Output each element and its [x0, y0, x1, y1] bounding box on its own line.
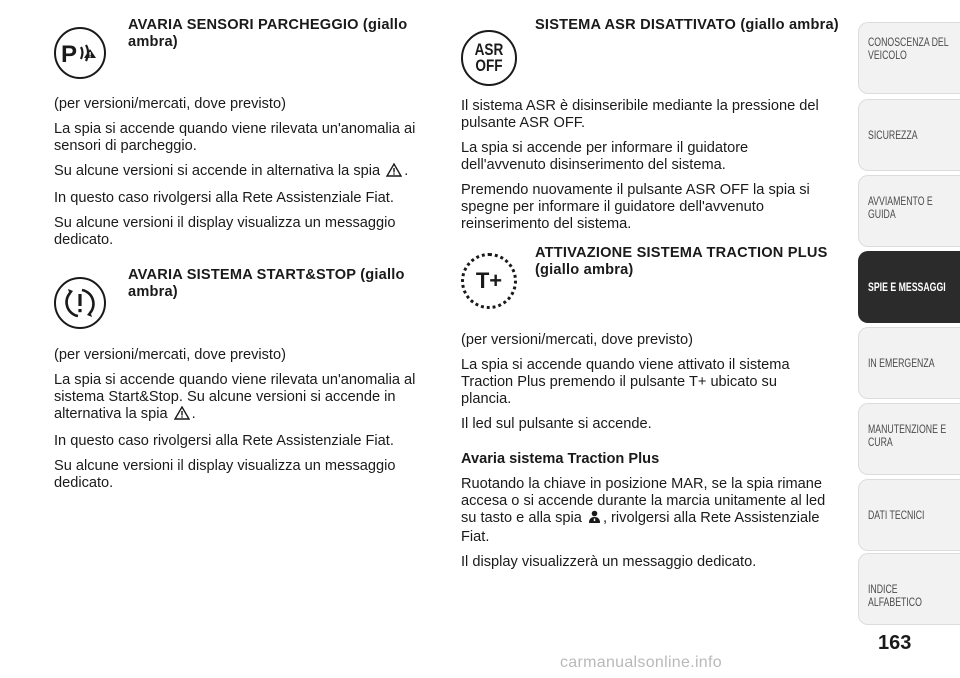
asr-icon-text: ASR	[474, 40, 504, 59]
tab-in-emergenza[interactable]: IN EMERGENZA	[858, 327, 960, 399]
chapter-sidebar	[858, 0, 960, 678]
left-column	[54, 0, 439, 492]
paragraph: Su alcune versioni il display visualizza un messaggio dedicato.	[54, 458, 396, 491]
paragraph: Su alcune versioni il display visualizza un messaggio dedicato.	[54, 215, 396, 248]
tab-conoscenza-del-veicolo[interactable]: CONOSCENZA DEL VEICOLO	[858, 22, 960, 94]
watermark: carmanualsonline.info	[560, 654, 722, 671]
tab-manutenzione-e-cura[interactable]: MANUTENZIONE E CURA	[858, 403, 960, 475]
paragraph-text: Su alcune versioni si accende in alternativa la spia	[54, 163, 381, 179]
traction-plus-icon-text: T+	[475, 268, 503, 293]
driver-warning-icon	[588, 510, 601, 529]
tab-indice-alfabetico[interactable]: INDICE ALFABETICO	[858, 553, 960, 625]
section-title: AVARIA SENSORI PARCHEGGIO (giallo ambra)	[128, 17, 408, 50]
paragraph-text: .	[404, 163, 409, 179]
section-title: ATTIVAZIONE SISTEMA TRACTION PLUS (giallo ambra)	[535, 245, 828, 278]
paragraph: Il display visualizzerà un messaggio dedicato.	[461, 554, 757, 570]
paragraph: La spia si accende quando viene rilevata un'anomalia ai sensori di parcheggio.	[54, 121, 416, 154]
paragraph	[54, 372, 439, 425]
paragraph-text: La spia si accende quando viene rilevata un'anomalia al sistema Start&Stop. Su alcune versioni si accende in alternativa la spia	[54, 372, 416, 422]
paragraph: Il sistema ASR è disinseribile mediante la pressione del pulsante ASR OFF.	[461, 98, 819, 131]
svg-text:P: P	[61, 41, 78, 68]
start-stop-failure-icon	[54, 277, 106, 329]
paragraph: La spia si accende quando viene attivato il sistema Traction Plus premendo il pulsante T+ ubicato su plancia.	[461, 357, 790, 407]
paragraph: (per versioni/mercati, dove previsto)	[461, 332, 693, 348]
subsection-title: Avaria sistema Traction Plus	[461, 451, 660, 467]
paragraph	[461, 476, 836, 546]
section-asr-off	[461, 0, 846, 93]
asr-off-icon	[461, 30, 517, 86]
warning-triangle-icon	[174, 406, 190, 425]
paragraph	[54, 163, 439, 182]
paragraph: In questo caso rivolgersi alla Rete Assistenziale Fiat.	[54, 433, 394, 449]
paragraph-text: Ruotando la chiave in posizione MAR, se la spia rimane accesa o si accende durante la marcia unitamente al led su tasto e alla spia	[461, 476, 826, 526]
tab-spie-e-messaggi[interactable]: SPIE E MESSAGGI	[858, 251, 960, 323]
section-parking-sensors	[54, 0, 439, 86]
paragraph-text: .	[191, 406, 196, 422]
section-title: SISTEMA ASR DISATTIVATO (giallo ambra)	[535, 17, 839, 33]
page-number: 163	[878, 632, 912, 654]
section-title: AVARIA SISTEMA START&STOP (giallo ambra)	[128, 267, 405, 300]
section-start-stop	[54, 265, 439, 337]
paragraph: La spia si accende per informare il guidatore dell'avvenuto disinserimento del sistema.	[461, 140, 749, 173]
paragraph: In questo caso rivolgersi alla Rete Assistenziale Fiat.	[54, 190, 394, 206]
parking-sensor-icon	[54, 27, 106, 79]
paragraph-text: , rivolgersi alla Rete Assistenziale Fiat.	[461, 510, 820, 545]
off-icon-text: OFF	[475, 56, 503, 75]
section-traction-plus	[461, 245, 846, 323]
paragraph: (per versioni/mercati, dove previsto)	[54, 347, 286, 363]
right-column	[461, 0, 846, 571]
tab-sicurezza[interactable]: SICUREZZA	[858, 99, 960, 171]
paragraph: (per versioni/mercati, dove previsto)	[54, 96, 286, 112]
paragraph: Il led sul pulsante si accende.	[461, 416, 652, 432]
tab-avviamento-e-guida[interactable]: AVVIAMENTO E GUIDA	[858, 175, 960, 247]
traction-plus-icon	[461, 253, 517, 309]
tab-dati-tecnici[interactable]: DATI TECNICI	[858, 479, 960, 551]
paragraph: Premendo nuovamente il pulsante ASR OFF la spia si spegne per informare il guidatore dell'avvenuto reinserimento del sistema.	[461, 182, 810, 232]
warning-triangle-icon	[386, 163, 402, 182]
